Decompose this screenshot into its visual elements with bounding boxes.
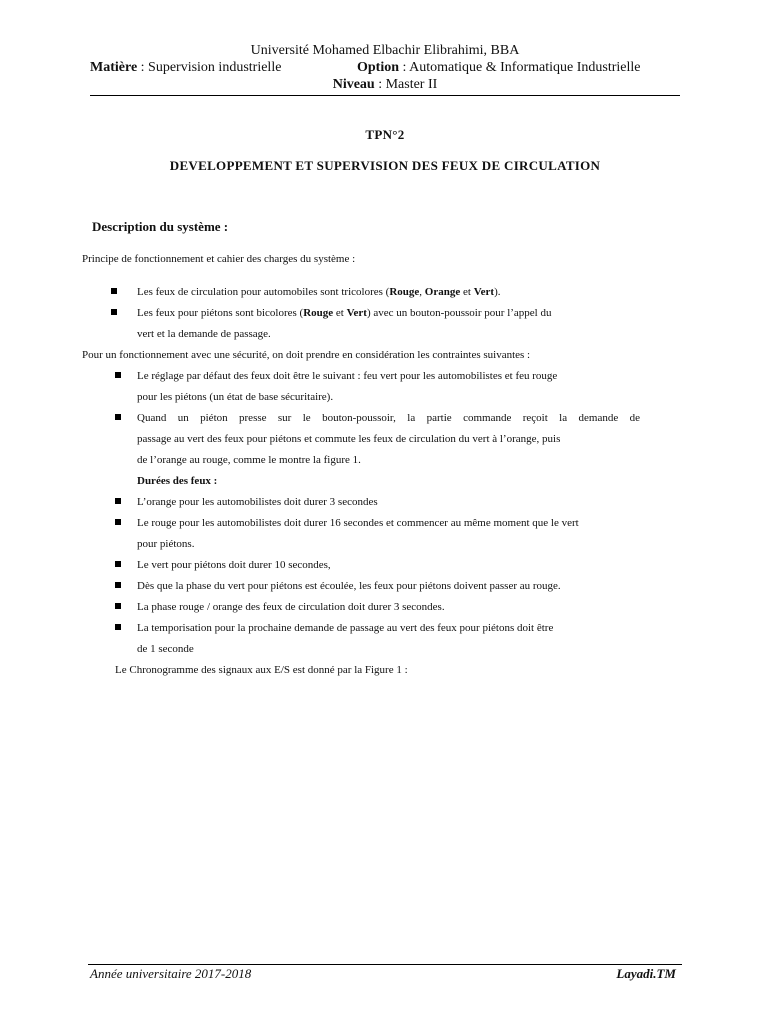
bullet-marker <box>115 372 121 378</box>
b1-vert: Vert <box>473 286 495 298</box>
bullet-marker <box>115 582 121 588</box>
b3-line1: Le réglage par défaut des feux doit être le suivant : feu vert pour les automobilistes et feu rouge <box>137 370 558 382</box>
duree-rouge-line1: Le rouge pour les automobilistes doit durer 16 secondes et commencer au même moment que le vert <box>137 517 579 529</box>
niveau <box>90 77 680 93</box>
matiere-label: Matière <box>90 60 138 75</box>
security-intro: Pour un fonctionnement avec une sécurité, on doit prendre en considération les contraintes suivantes : <box>82 349 531 361</box>
bullet-vehicle-lights <box>137 285 500 299</box>
b2-vert: Vert <box>346 307 367 319</box>
duree-temporisation-line2: de 1 seconde <box>137 643 194 655</box>
b1-sep1: , <box>419 286 425 298</box>
b2-pre: Les feux pour piétons sont bicolores ( <box>137 307 304 319</box>
tp-number: TPN°2 <box>365 127 405 142</box>
bullet-marker <box>111 309 117 315</box>
duree-vert-pietons: Le vert pour piétons doit durer 10 secondes, <box>137 559 331 571</box>
option <box>357 60 640 76</box>
footer-author: Layadi.TM <box>616 966 676 981</box>
b1-pre: Les feux de circulation pour automobiles sont tricolores ( <box>137 286 390 298</box>
bullet-marker <box>115 519 121 525</box>
duree-rouge-line2: pour piétons. <box>137 538 195 550</box>
b2-post: ) avec un bouton-poussoir pour l’appel du <box>366 307 552 319</box>
b3-line2: pour les piétons (un état de base sécuritaire). <box>137 391 334 403</box>
bullet-marker <box>115 561 121 567</box>
b1-post: ). <box>494 286 501 298</box>
document-title: DEVELOPPEMENT ET SUPERVISION DES FEUX DE CIRCULATION <box>169 158 601 173</box>
bullet-marker <box>115 624 121 630</box>
footer-academic-year: Année universitaire 2017-2018 <box>90 966 252 981</box>
b2-line2: vert et la demande de passage. <box>137 328 271 340</box>
bullet-marker <box>115 603 121 609</box>
b2-rouge: Rouge <box>303 307 334 319</box>
b1-sep2: et <box>460 286 474 298</box>
b1-orange: Orange <box>424 286 461 298</box>
footer-divider <box>88 964 682 965</box>
duree-rouge-orange: La phase rouge / orange des feux de circulation doit durer 3 secondes. <box>137 601 445 613</box>
bullet-marker <box>115 498 121 504</box>
b4-line2: passage au vert des feux pour piétons et commute les feux de circulation du vert à l’orange, puis <box>137 433 561 445</box>
durees-title: Durées des feux : <box>137 475 218 487</box>
bullet-marker <box>111 288 117 294</box>
duree-orange: L’orange pour les automobilistes doit durer 3 secondes <box>137 496 378 508</box>
duree-rouge-pietons: Dès que la phase du vert pour piétons est écoulée, les feux pour piétons doivent passer au rouge. <box>137 580 561 592</box>
b2-sep: et <box>333 307 347 319</box>
duree-temporisation-line1: La temporisation pour la prochaine demande de passage au vert des feux pour piétons doit être <box>137 622 554 634</box>
b4-line3: de l’orange au rouge, comme le montre la figure 1. <box>137 454 361 466</box>
option-value: : Automatique & Informatique Industrielle <box>399 60 641 75</box>
bullet-pedestrian-lights <box>137 306 551 320</box>
b4-line1: Quand un piéton presse sur le bouton-poussoir, la partie commande reçoit la demande de <box>137 412 640 424</box>
matiere <box>90 60 281 76</box>
b1-rouge: Rouge <box>389 286 420 298</box>
niveau-label: Niveau <box>332 77 375 92</box>
option-label: Option <box>357 60 400 75</box>
niveau-value: : Master II <box>374 77 438 92</box>
header-divider <box>90 95 680 96</box>
bullet-marker <box>115 414 121 420</box>
intro-text: Principe de fonctionnement et cahier des charges du système : <box>82 253 356 265</box>
matiere-value: : Supervision industrielle <box>137 60 282 75</box>
chronogram-intro: Le Chronogramme des signaux aux E/S est donné par la Figure 1 : <box>115 664 408 676</box>
university-name: Université Mohamed Elbachir Elibrahimi, BBA <box>250 43 520 58</box>
section-title: Description du système : <box>92 219 229 234</box>
